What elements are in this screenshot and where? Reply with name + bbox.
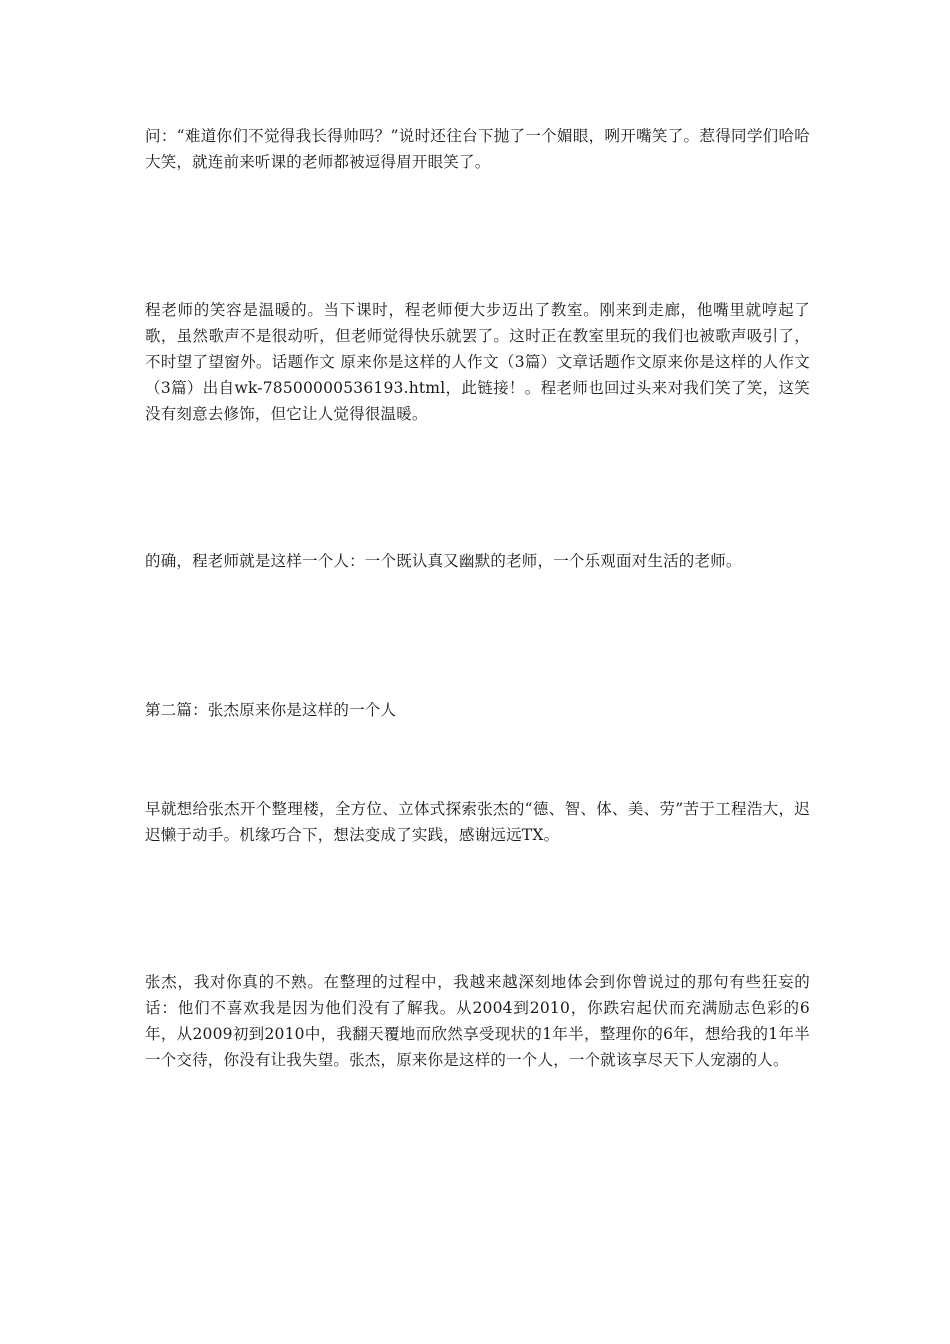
paragraph-reflection: 张杰，我对你真的不熟。在整理的过程中，我越来越深刻地体会到你曾说过的那句有些狂妄的话：他们不喜欢我是因为他们没有了解我。从2004到2010，你跌宕起伏而充满励志色彩的6年，从2009初到2010中，我翻天覆地而欣然享受现状的1年半，整理你的6年，想给我的1年半一个交待，你没有让我失望。张杰，原来你是这样的一个人，一个就该享尽天下人宠溺的人。	[145, 973, 810, 1069]
paragraph-conclusion: 的确，程老师就是这样一个人：一个既认真又幽默的老师，一个乐观面对生活的老师。	[145, 552, 742, 570]
paragraph-intro: 早就想给张杰开个整理楼，全方位、立体式探索张杰的“德、智、体、美、劳”苦于工程浩大，迟迟懒于动手。机缘巧合下，想法变成了实践，感谢远远TX。	[145, 800, 810, 844]
section-heading: 第二篇：张杰原来你是这样的一个人	[145, 701, 397, 719]
paragraph-warm-smile: 程老师的笑容是温暖的。当下课时，程老师便大步迈出了教室。刚来到走廊，他嘴里就哼起了歌，虽然歌声不是很动听，但老师觉得快乐就罢了。这时正在教室里玩的我们也被歌声吸引了，不时望了望窗外。话题作文 原来你是这样的人作文（3篇）文章话题作文原来你是这样的人作文（3篇）出自wk-78500000536193.html，此链接！。程老师也回过头来对我们笑了笑，这笑没有刻意去修饰，但它让人觉得很温暖。	[145, 301, 810, 423]
paragraph-humor-anecdote: 问：“难道你们不觉得我长得帅吗？”说时还往台下抛了一个媚眼，咧开嘴笑了。惹得同学们哈哈大笑，就连前来听课的老师都被逗得眉开眼笑了。	[145, 127, 810, 171]
